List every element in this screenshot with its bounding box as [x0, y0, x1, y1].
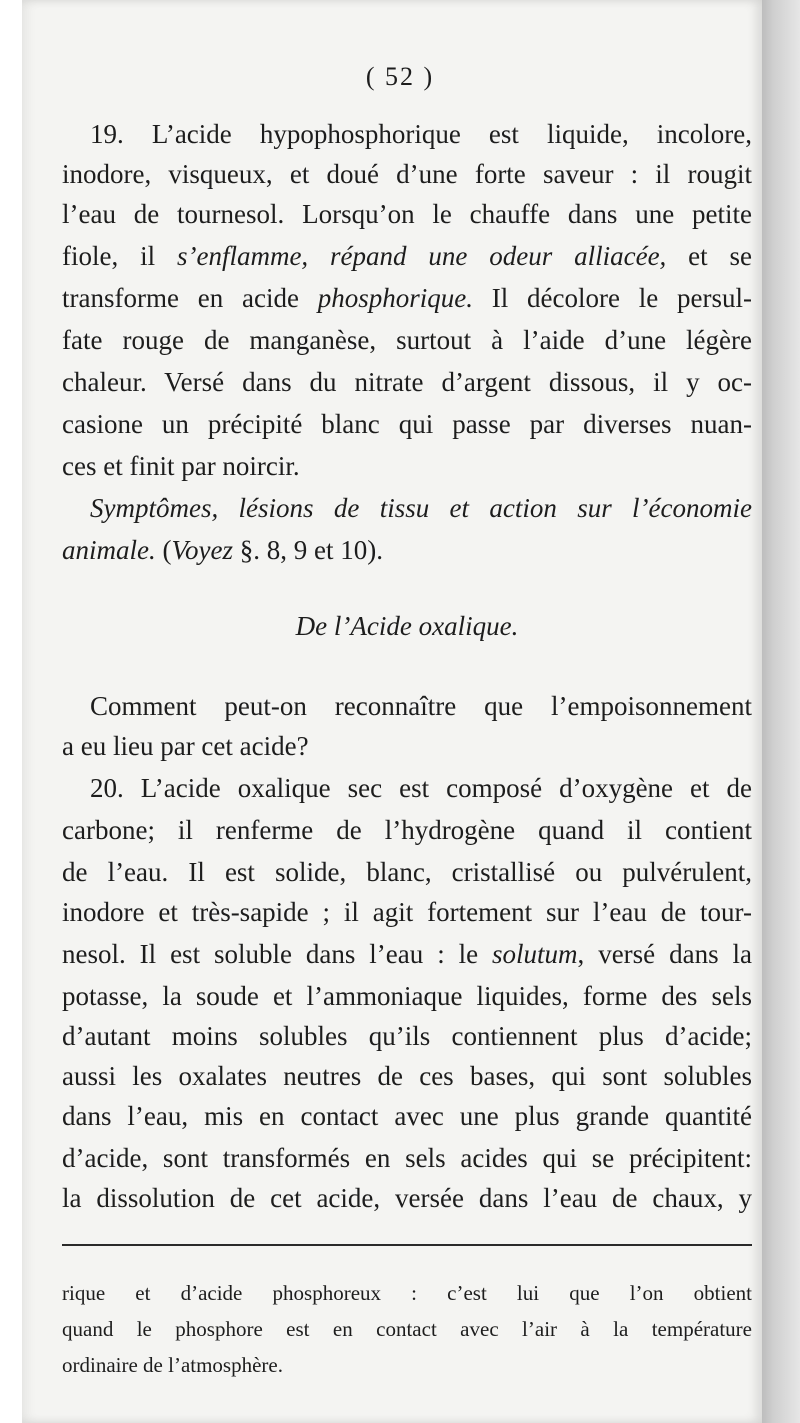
paragraph-20-line-10: d’acide, sont transformés en sels acides qui se précipitent:: [62, 1143, 752, 1173]
text-run: §. 8, 9 et 10).: [232, 535, 383, 565]
text-run: (: [155, 535, 172, 565]
paragraph-19-line-2: inodore, visqueux, et doué d’une forte saveur : il rougit: [62, 159, 752, 189]
text-run: et se: [666, 241, 753, 271]
italic-text-run: Symptômes, lésions de tissu et action sur l’économie: [90, 493, 752, 523]
text-run: transforme en acide: [62, 283, 318, 313]
paragraph-20-line-1: 20. L’acide oxalique sec est composé d’oxygène et de: [90, 773, 752, 803]
section-title: [62, 606, 752, 646]
paragraph-20-line-9: dans l’eau, mis en contact avec une plus grande quantité: [62, 1101, 752, 1131]
question-line-1: Comment peut-on reconnaître que l’empoisonnement: [90, 691, 752, 721]
italic-text-run: solutum: [492, 939, 578, 969]
paragraph-20-line-11: la dissolution de cet acide, versée dans l’eau de chaux, y: [62, 1183, 752, 1213]
paragraph-19-line-3: l’eau de tournesol. Lorsqu’on le chauffe dans une petite: [62, 199, 752, 229]
paragraph-20-line-4: inodore et très-sapide ; il agit fortement sur l’eau de tour-: [62, 897, 752, 927]
italic-text-run: Voyez: [171, 535, 233, 565]
paragraph-20-line-8: aussi les oxalates neutres de ces bases, qui sont solubles: [62, 1061, 752, 1091]
text-run: Il décolore le persul-: [472, 283, 752, 313]
paragraph-19-line-1: 19. L’acide hypophosphorique est liquide, incolore,: [90, 119, 752, 149]
footnote-line-1: rique et d’acide phosphoreux : c’est lui que l’on obtient: [62, 1281, 752, 1305]
italic-text-run: phosphorique.: [317, 283, 473, 313]
paragraph-20-line-2: carbone; il renferme de l’hydrogène quand il contient: [62, 815, 752, 845]
paragraph-20-line-7: d’autant moins solubles qu’ils contiennent plus d’acide;: [62, 1021, 752, 1051]
page-number: ( 52 ): [365, 62, 435, 91]
page-edge-shadow: [762, 0, 800, 1423]
paragraph-19-line-8: casione un précipité blanc qui passe par diverses nuan-: [62, 409, 752, 439]
paragraph-19-line-9: ces et finit par noircir.: [62, 451, 300, 481]
text-run: fiole, il: [62, 241, 177, 271]
footnote-line-2: quand le phosphore est en contact avec l’air à la température: [62, 1317, 752, 1341]
italic-text-run: animale.: [62, 535, 156, 565]
italic-text-run: s’enflamme, répand une odeur alliacée,: [176, 241, 667, 271]
paragraph-19-line-5: [62, 278, 752, 318]
footnote-divider: [62, 1244, 752, 1246]
text-run: nesol. Il est soluble dans l’eau : le: [62, 939, 493, 969]
paragraph-19-line-6: fate rouge de manganèse, surtout à l’aide d’une légère: [62, 325, 752, 355]
paragraph-20-line-5: [62, 934, 752, 974]
symptoms-line-2: [62, 530, 752, 570]
italic-text-run: De l’Acide oxalique.: [295, 611, 519, 641]
paragraph-20-line-6: potasse, la soude et l’ammoniaque liquides, forme des sels: [62, 981, 752, 1011]
text-run: , versé dans la: [577, 939, 752, 969]
paragraph-20-line-3: de l’eau. Il est solide, blanc, cristallisé ou pulvérulent,: [62, 857, 752, 887]
paragraph-19-line-4: [62, 236, 752, 276]
question-line-2: a eu lieu par cet acide?: [62, 731, 309, 761]
paragraph-19-line-7: chaleur. Versé dans du nitrate d’argent dissous, il y oc-: [62, 367, 752, 397]
symptoms-line-1: [62, 488, 752, 528]
footnote-line-3: ordinaire de l’atmosphère.: [62, 1353, 283, 1377]
